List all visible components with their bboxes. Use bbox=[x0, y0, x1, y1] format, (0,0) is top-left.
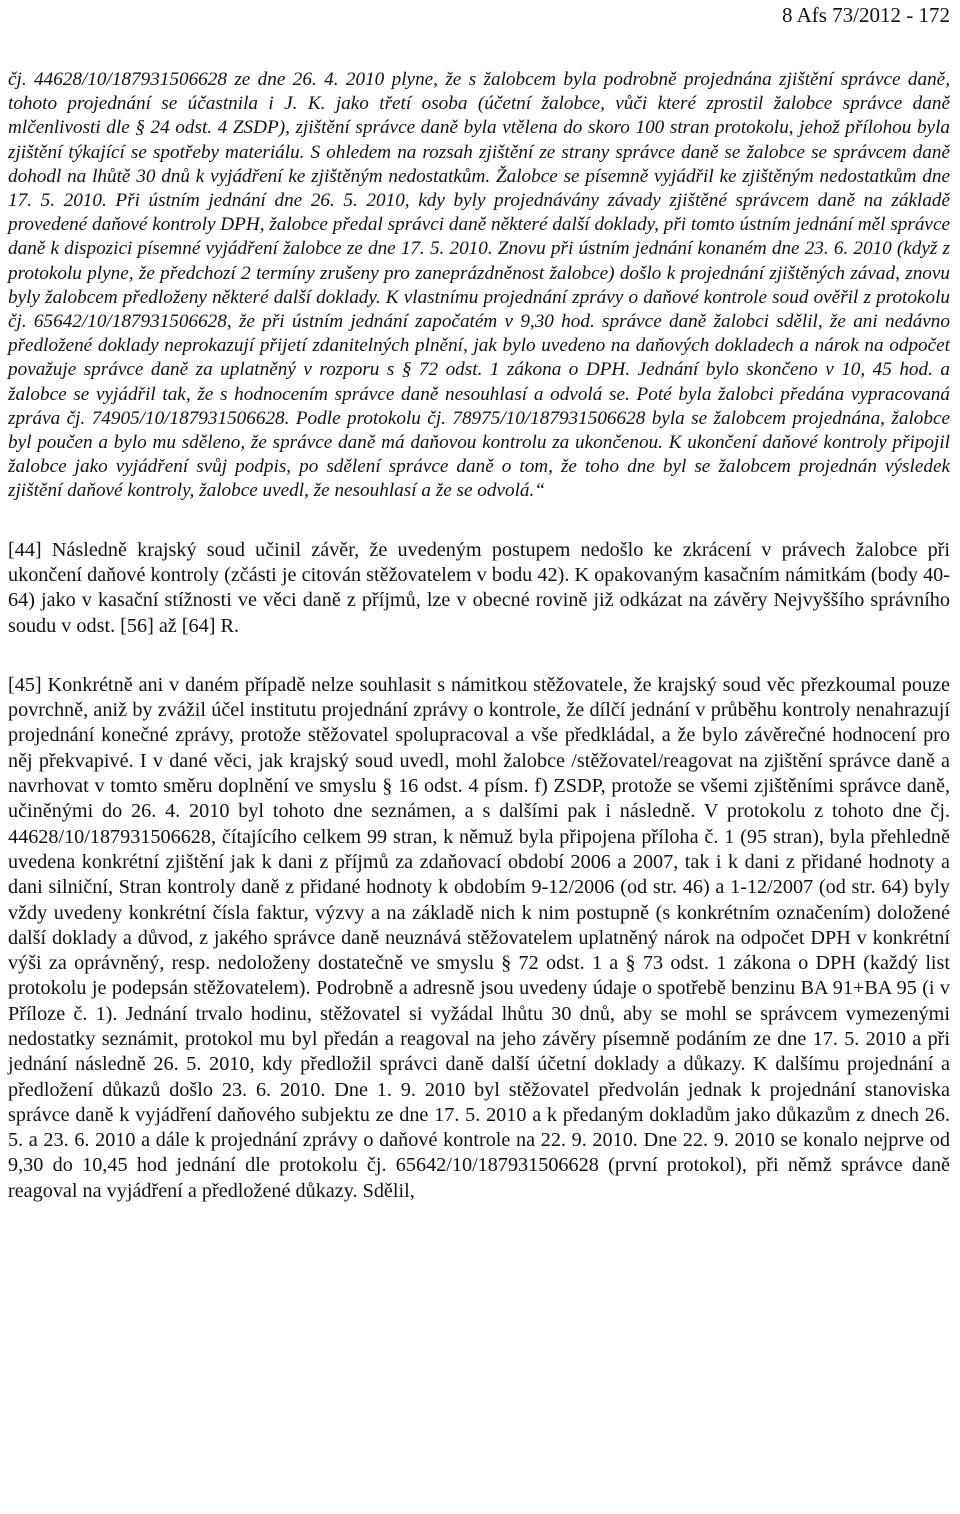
paragraph-45: [45] Konkrétně ani v daném případě nelze souhlasit s námitkou stěžovatele, že krajský soud věc přezkoumal pouze povrchně, aniž by zvážil účel institutu projednání zprávy o kontrole, že dílčí jednání v průběhu kontroly nenahrazují projednání konečné zprávy, protože stěžovatel spolupracoval a vše předkládal, a že bylo závěrečné hodnocení pro něj překvapivé. I v dané věci, jak krajský soud uvedl, mohl žalobce /stěžovatel/reagovat na zjištění správce daně a navrhovat v tomto směru doplnění ve smyslu § 16 odst. 4 písm. f) ZSDP, protože se všemi zjištěními správce daně, učiněnými do 26. 4. 2010 byl tohoto dne seznámen, a s dalšími pak i následně. V protokolu z tohoto dne čj. 44628/10/187931506628, čítajícího celkem 99 stran, k němuž byla připojena příloha č. 1 (95 stran), byla přehledně uvedena konkrétní zjištění jak k dani z příjmů za zdaňovací období 2006 a 2007, tak i k dani z přidané hodnoty a dani silniční, Stran kontroly daně z přidané hodnoty k obdobím 9-12/2006 (od str. 46) a 1-12/2007 (od str. 64) byly vždy uvedeny konkrétní čísla faktur, výzvy a na základě nich k nim postupně (s konkrétním označením) doložené další doklady a důvod, z jakého správce daně neuznává stěžovatelem uplatněný nárok na odpočet DPH v konkrétní výši za oprávněný, resp. nedoloženy dostatečně ve smyslu § 72 odst. 1 a § 73 odst. 1 zákona o DPH (každý list protokolu je podepsán stěžovatelem). Podrobně a adresně jsou uvedeny údaje o spotřebě benzinu BA 91+BA 95 (i v Příloze č. 1). Jednání trvalo hodinu, stěžovatel si vyžádal lhůtu 30 dnů, aby se mohl se správcem vymezenými nedostatky seznámit, protokol mu byl předán a reagoval na jeho závěry písemně podáním ze dne 17. 5. 2010 a při jednání následně 26. 5. 2010, kdy předložil správci daně další účetní doklady a důkazy. K dalšímu projednání a předložení důkazů došlo 23. 6. 2010. Dne 1. 9. 2010 byl stěžovatel předvolán jednak k projednání stanoviska správce daně k vyjádření daňového subjektu ze dne 17. 5. 2010 a k předaným dokladům jako důkazům z dnech 26. 5. a 23. 6. 2010 a dále k projednání zprávy o daňové kontrole na 22. 9. 2010. Dne 22. 9. 2010 se konalo nejprve od 9,30 do 10,45 hod jednání dle protokolu čj. 65642/10/187931506628 (první protokol), při němž správce daně reagoval na vyjádření a předložené důkazy. Sdělil, bbox=[8, 673, 950, 1202]
quoted-passage: čj. 44628/10/187931506628 ze dne 26. 4. 2010 plyne, že s žalobcem byla podrobně projednána zjištění správce daně, tohoto projednání se účastnila i J. K. jako třetí osoba (účetní žalobce, vůči které zprostil žalobce správce daně mlčenlivosti dle § 24 odst. 4 ZSDP), zjištění správce daně byla vtělena do skoro 100 stran protokolu, jehož přílohou byla zjištění týkající se spotřeby materiálu. S ohledem na rozsah zjištění ze strany správce daně se žalobce se správcem daně dohodl na lhůtě 30 dnů k vyjádření ke zjištěným nedostatkům. Žalobce se písemně vyjádřil ke zjištěným nedostatkům dne 17. 5. 2010. Při ústním jednání dne 26. 5. 2010, kdy byly projednávány závady zjištěné správcem daně na základě provedené daňové kontroly DPH, žalobce předal správci daně některé další doklady, při tomto ústním jednání měl správce daně k dispozici písemné vyjádření žalobce ze dne 17. 5. 2010. Znovu při ústním jednání konaném dne 23. 6. 2010 (když z protokolu plyne, že předchozí 2 termíny zrušeny pro zaneprázdněnost žalobce) došlo k projednání zjištěných závad, znovu byly žalobcem předloženy některé další doklady. K vlastnímu projednání zprávy o daňové kontrole soud ověřil z protokolu čj. 65642/10/187931506628, že při ústním jednání započatém v 9,30 hod. správce daně žalobci sdělil, že ani nedávno předložené doklady neprokazují přijetí zdanitelných plnění, jak bylo uvedeno na daňových dokladech a nárok na odpočet považuje správce daně za uplatněný v rozporu s § 72 odst. 1 zákona o DPH. Jednání bylo skončeno v 10, 45 hod. a žalobce se vyjádřil tak, že s hodnocením správce daně nesouhlasí a odvolá se. Poté byla žalobci předána vypracovaná zpráva čj. 74905/10/187931506628. Podle protokolu čj. 78975/10/187931506628 byla se žalobcem projednána, žalobce byl poučen a bylo mu sděleno, že správce daně má daňovou kontrolu za ukončenou. K ukončení daňové kontroly připojil žalobce jako vyjádření svůj podpis, po sdělení správce daně o tom, že toho dne byl se žalobcem projednán výsledek zjištění daňové kontroly, žalobce uvedl, že nesouhlasí a že se odvolá.“ bbox=[8, 69, 950, 502]
paragraph-44: [44] Následně krajský soud učinil závěr, že uvedeným postupem nedošlo ke zkrácení v právech žalobce při ukončení daňové kontroly (zčásti je citován stěžovatelem v bodu 42). K opakovaným kasačním námitkám (body 40-64) jako v kasační stížnosti ve věci daně z příjmů, lze v obecné rovině již odkázat na závěry Nejvyššího správního soudu v odst. [56] až [64] R. bbox=[8, 538, 950, 637]
case-number-header: 8 Afs 73/2012 - 172 bbox=[782, 3, 950, 27]
